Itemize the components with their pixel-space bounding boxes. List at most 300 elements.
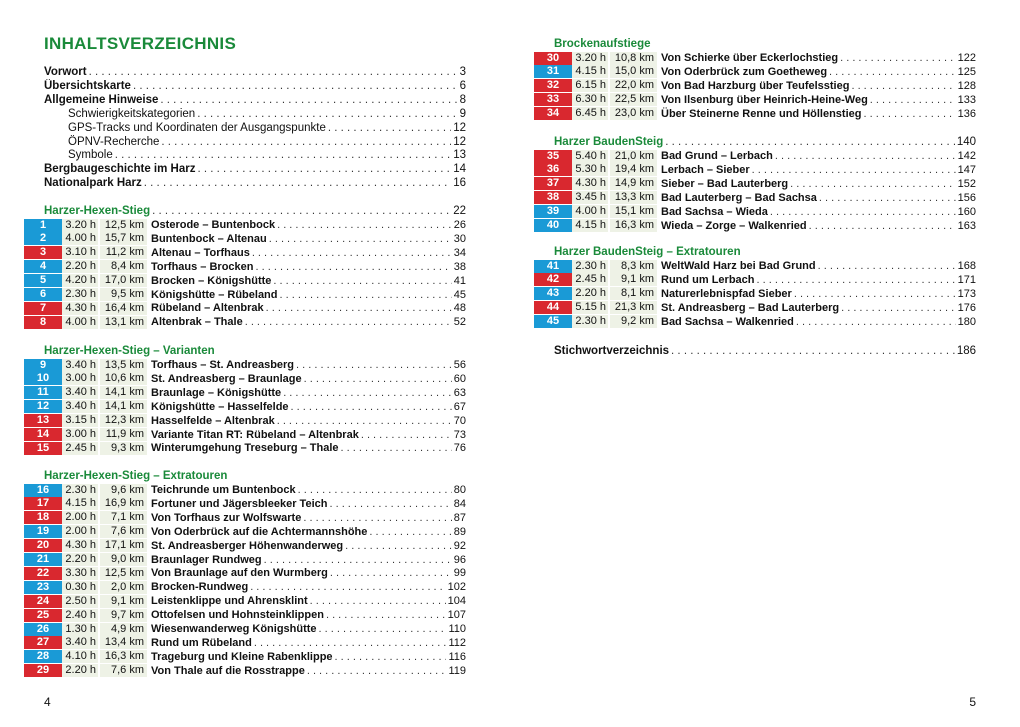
intro-row[interactable]	[44, 79, 466, 93]
tour-page: 70	[453, 414, 466, 427]
tour-distance: 13,1 km	[100, 316, 147, 329]
tour-page: 41	[453, 274, 466, 287]
section-page: 140	[956, 136, 976, 148]
leader-dots	[277, 219, 452, 231]
section-page: 22	[453, 205, 466, 217]
tour-name: Teichrunde um Buntenbock	[151, 484, 296, 496]
tour-page: 80	[453, 484, 466, 496]
tour-number: 43	[534, 287, 572, 300]
tour-distance: 10,6 km	[100, 372, 147, 385]
tour-page: 116	[448, 650, 466, 663]
leader-dots	[310, 595, 446, 607]
tour-name: Von Ilsenburg über Heinrich-Heine-Weg	[661, 93, 868, 106]
tour-duration: 6.15 h	[572, 79, 608, 92]
tour-number: 45	[534, 315, 572, 328]
tour-duration: 2.30 h	[572, 260, 608, 273]
tour-duration: 0.30 h	[62, 581, 98, 594]
tour-duration: 3.20 h	[572, 52, 608, 65]
tour-name: Brocken – Königshütte	[151, 274, 272, 287]
leader-dots	[796, 316, 956, 328]
tour-duration: 3.45 h	[572, 191, 608, 204]
tour-distance: 22,0 km	[610, 79, 657, 92]
tour-row[interactable]	[534, 287, 976, 301]
tour-row[interactable]	[24, 636, 466, 650]
tour-distance: 17,0 km	[100, 274, 147, 287]
tour-page: 63	[453, 386, 466, 399]
tour-page: 38	[453, 260, 466, 273]
tour-distance: 16,3 km	[100, 650, 147, 663]
leader-dots	[335, 651, 447, 663]
tour-name: Hasselfelde – Altenbrak	[151, 414, 275, 427]
tour-number: 27	[24, 636, 62, 649]
tour-distance: 13,3 km	[610, 191, 657, 204]
tour-row[interactable]	[24, 650, 466, 664]
tour-duration: 4.15 h	[572, 65, 608, 78]
tour-distance: 15,7 km	[100, 232, 147, 245]
tour-row[interactable]	[24, 483, 466, 497]
tour-number: 16	[24, 484, 62, 497]
tour-distance: 9,1 km	[100, 595, 147, 608]
tour-distance: 7,6 km	[100, 525, 147, 538]
tour-page: 67	[453, 400, 466, 413]
tour-name: Osterode – Buntenbock	[151, 219, 276, 231]
tour-page: 176	[957, 301, 976, 314]
intro-page: 12	[453, 135, 466, 148]
tour-distance: 9,1 km	[610, 273, 657, 286]
tour-distance: 9,6 km	[100, 484, 147, 497]
tour-page: 30	[453, 232, 466, 245]
tour-page: 104	[447, 595, 466, 608]
tour-number: 9	[24, 359, 62, 372]
section-title: Harzer-Hexen-Stieg – Extratouren	[44, 470, 228, 482]
tour-number: 24	[24, 595, 62, 608]
leader-dots	[161, 135, 451, 149]
tour-row[interactable]	[534, 65, 976, 79]
tour-distance: 14,1 km	[100, 386, 147, 399]
tour-name: Von Schierke über Eckerlochstieg	[661, 52, 839, 64]
tour-page: 133	[957, 93, 976, 106]
tour-distance: 10,8 km	[610, 52, 657, 65]
tour-name: Von Oderbrück auf die Achtermannshöhe	[151, 525, 368, 538]
tour-name: WeltWald Harz bei Bad Grund	[661, 260, 816, 272]
tour-row[interactable]	[534, 93, 976, 107]
tour-row[interactable]	[534, 315, 976, 329]
toc-title: INHALTSVERZEICHNIS	[44, 34, 237, 53]
tour-row[interactable]	[24, 246, 466, 260]
tour-duration: 2.30 h	[62, 484, 98, 497]
tour-duration: 3.40 h	[62, 636, 98, 649]
tour-row[interactable]	[534, 163, 976, 177]
tour-number: 37	[534, 177, 572, 190]
tour-name: Wieda – Zorge – Walkenried	[661, 219, 807, 232]
tour-name: Bad Sachsa – Walkenried	[661, 315, 794, 328]
leader-dots	[819, 192, 956, 204]
tour-page: 125	[957, 65, 976, 78]
tour-number: 7	[24, 302, 62, 315]
tour-number: 31	[534, 65, 572, 78]
tour-page: 34	[453, 246, 466, 259]
tour-name: St. Andreasberger Höhenwanderweg	[151, 539, 344, 552]
tour-row[interactable]	[534, 107, 976, 121]
page-number-left: 4	[44, 695, 51, 709]
intro-row[interactable]	[68, 107, 466, 121]
tour-page: 152	[957, 177, 976, 190]
intro-row[interactable]	[44, 176, 466, 190]
tour-duration: 2.20 h	[62, 664, 98, 677]
leader-dots	[291, 401, 452, 413]
tour-number: 23	[24, 581, 62, 594]
tour-duration: 2.20 h	[62, 553, 98, 566]
tour-row[interactable]	[24, 664, 466, 678]
tour-number: 8	[24, 316, 62, 329]
tour-row[interactable]	[24, 441, 466, 455]
tour-duration: 6.45 h	[572, 107, 608, 120]
leader-dots	[329, 498, 451, 510]
leader-dots	[863, 108, 955, 120]
tour-row[interactable]	[534, 191, 976, 205]
tour-number: 18	[24, 511, 62, 524]
tour-distance: 13,5 km	[100, 359, 147, 372]
tour-page: 171	[957, 273, 976, 286]
tour-page: 56	[453, 359, 466, 371]
tour-name: Buntenbock – Altenau	[151, 232, 267, 245]
intro-text: Allgemeine Hinweise	[44, 93, 159, 106]
leader-dots	[752, 164, 956, 176]
tour-row[interactable]	[24, 414, 466, 428]
leader-dots	[269, 233, 452, 245]
leader-dots	[809, 220, 956, 232]
tour-duration: 3.20 h	[62, 219, 98, 232]
intro-text: Übersichtskarte	[44, 79, 131, 92]
leader-dots	[341, 442, 452, 454]
tour-row[interactable]	[24, 622, 466, 636]
leader-dots	[326, 609, 446, 621]
leader-dots	[280, 289, 452, 301]
tour-distance: 16,3 km	[610, 219, 657, 232]
tour-row[interactable]	[24, 525, 466, 539]
tour-duration: 2.20 h	[572, 287, 608, 300]
tour-number: 13	[24, 414, 62, 427]
tour-row[interactable]	[534, 79, 976, 93]
tour-duration: 3.00 h	[62, 428, 98, 441]
tour-number: 30	[534, 52, 572, 65]
leader-dots	[671, 344, 955, 358]
intro-row[interactable]	[68, 121, 466, 135]
tour-row[interactable]	[24, 511, 466, 525]
tour-row[interactable]	[534, 259, 976, 273]
tour-number: 3	[24, 246, 62, 259]
section-title: Harzer-Hexen-Stieg	[44, 205, 151, 217]
tour-page: 180	[957, 315, 976, 328]
intro-page: 8	[459, 93, 466, 106]
tour-row[interactable]	[24, 428, 466, 442]
tour-row[interactable]	[24, 288, 466, 302]
tour-row[interactable]	[534, 301, 976, 315]
intro-page: 16	[453, 177, 466, 190]
leader-dots	[775, 150, 956, 162]
tour-row[interactable]	[24, 232, 466, 246]
tour-distance: 17,1 km	[100, 539, 147, 552]
tour-distance: 22,5 km	[610, 93, 657, 106]
tour-row[interactable]	[24, 358, 466, 372]
tour-distance: 16,4 km	[100, 302, 147, 315]
tour-name: Über Steinerne Renne und Höllenstieg	[661, 107, 862, 120]
tour-name: Bad Lauterberg – Bad Sachsa	[661, 191, 817, 204]
leader-dots	[303, 512, 451, 524]
tour-duration: 4.20 h	[62, 274, 98, 287]
leader-dots	[361, 429, 452, 441]
tour-number: 6	[24, 288, 62, 301]
tour-distance: 12,5 km	[100, 567, 147, 580]
tour-name: Von Bad Harzburg über Teufelsstieg	[661, 79, 850, 92]
tour-duration: 3.40 h	[62, 359, 98, 372]
tour-duration: 5.15 h	[572, 301, 608, 314]
tour-distance: 9,5 km	[100, 288, 147, 301]
tour-name: Rübeland – Altenbrak	[151, 302, 264, 315]
intro-text: Nationalpark Harz	[44, 177, 142, 190]
tour-page: 173	[957, 287, 976, 300]
tour-duration: 4.00 h	[62, 232, 98, 245]
index-text: Stichwortverzeichnis	[554, 345, 670, 357]
tour-duration: 3.15 h	[62, 414, 98, 427]
leader-dots	[273, 275, 451, 287]
tour-row[interactable]	[24, 315, 466, 329]
tour-distance: 7,6 km	[100, 664, 147, 677]
tour-row[interactable]	[534, 205, 976, 219]
leader-dots	[144, 176, 451, 190]
tour-distance: 21,3 km	[610, 301, 657, 314]
intro-page: 9	[459, 107, 466, 120]
tour-distance: 8,1 km	[610, 287, 657, 300]
tour-page: 142	[957, 150, 976, 162]
tour-row[interactable]	[24, 594, 466, 608]
tour-row[interactable]	[24, 260, 466, 274]
intro-text: Symbole	[68, 149, 113, 162]
tour-duration: 4.00 h	[62, 316, 98, 329]
tour-page: 112	[448, 636, 466, 649]
leader-dots	[133, 79, 458, 93]
leader-dots	[330, 567, 452, 579]
tour-duration: 3.40 h	[62, 386, 98, 399]
tour-distance: 9,3 km	[100, 442, 147, 455]
tour-row[interactable]	[24, 218, 466, 232]
tour-name: Naturerlebnispfad Sieber	[661, 287, 792, 300]
tour-duration: 4.30 h	[572, 177, 608, 190]
tour-name: Variante Titan RT: Rübeland – Altenbrak	[151, 428, 359, 441]
tour-number: 15	[24, 442, 62, 455]
tour-number: 5	[24, 274, 62, 287]
tour-number: 40	[534, 219, 572, 232]
tour-distance: 9,2 km	[610, 315, 657, 328]
leader-dots	[851, 80, 955, 92]
tour-duration: 4.15 h	[572, 219, 608, 232]
intro-text: Bergbaugeschichte im Harz	[44, 163, 196, 176]
tour-name: Altenbrak – Thale	[151, 316, 243, 329]
tour-page: 60	[453, 372, 466, 385]
tour-number: 38	[534, 191, 572, 204]
tour-row[interactable]	[534, 149, 976, 163]
tour-row[interactable]	[24, 274, 466, 288]
leader-dots	[841, 302, 956, 314]
tour-duration: 6.30 h	[572, 93, 608, 106]
tour-distance: 12,3 km	[100, 414, 147, 427]
tour-number: 14	[24, 428, 62, 441]
tour-number: 33	[534, 93, 572, 106]
index-row[interactable]	[554, 344, 976, 358]
tour-name: Fortuner und Jägersbleeker Teich	[151, 497, 328, 510]
right-page	[510, 0, 1020, 727]
tour-row[interactable]	[24, 553, 466, 567]
leader-dots	[296, 359, 452, 371]
tour-duration: 2.45 h	[572, 273, 608, 286]
tour-name: Bad Grund – Lerbach	[661, 150, 773, 162]
tour-number: 22	[24, 567, 62, 580]
tour-row[interactable]	[534, 177, 976, 191]
leader-dots	[870, 94, 956, 106]
tour-page: 102	[447, 581, 466, 594]
tour-duration: 2.30 h	[572, 315, 608, 328]
intro-row[interactable]	[44, 162, 466, 176]
leader-dots	[345, 540, 452, 552]
tour-duration: 2.50 h	[62, 595, 98, 608]
tour-name: Braunlage – Königshütte	[151, 386, 282, 399]
leader-dots	[254, 637, 447, 649]
tour-duration: 4.00 h	[572, 205, 608, 218]
tour-row[interactable]	[24, 566, 466, 580]
tour-number: 12	[24, 400, 62, 413]
tour-row[interactable]	[24, 539, 466, 553]
tour-row[interactable]	[24, 372, 466, 386]
tour-name: Rund um Rübeland	[151, 636, 252, 649]
tour-page: 73	[453, 428, 466, 441]
leader-dots	[245, 316, 452, 328]
tour-page: 128	[957, 79, 976, 92]
leader-dots	[369, 526, 451, 538]
tour-number: 28	[24, 650, 62, 663]
tour-page: 119	[448, 664, 466, 677]
tour-page: 87	[453, 511, 466, 524]
tour-name: Torfhaus – St. Andreasberg	[151, 359, 295, 371]
tour-duration: 4.30 h	[62, 539, 98, 552]
tour-distance: 11,2 km	[100, 246, 147, 259]
tour-name: Bad Sachsa – Wieda	[661, 205, 768, 218]
tour-page: 99	[453, 567, 466, 580]
leader-dots	[790, 178, 955, 190]
tour-number: 44	[534, 301, 572, 314]
tour-number: 26	[24, 623, 62, 636]
tour-page: 45	[453, 288, 466, 301]
tour-row[interactable]	[24, 400, 466, 414]
tour-name: Lerbach – Sieber	[661, 163, 750, 176]
tour-distance: 9,7 km	[100, 609, 147, 622]
leader-dots	[264, 554, 452, 566]
leader-dots	[152, 204, 451, 218]
tour-number: 42	[534, 273, 572, 286]
tour-row[interactable]	[24, 301, 466, 315]
tour-distance: 15,0 km	[610, 65, 657, 78]
leader-dots	[250, 581, 445, 593]
tour-name: Sieber – Bad Lauterberg	[661, 177, 789, 190]
tour-name: Von Thale auf die Rosstrappe	[151, 664, 305, 677]
tour-number: 29	[24, 664, 62, 677]
intro-row[interactable]	[68, 135, 466, 149]
tour-page: 107	[447, 609, 466, 622]
leader-dots	[328, 121, 451, 135]
tour-distance: 4,9 km	[100, 623, 147, 636]
page-number-right: 5	[969, 695, 976, 709]
tour-row[interactable]	[24, 497, 466, 511]
intro-page: 6	[459, 79, 466, 92]
tour-distance: 8,3 km	[610, 260, 657, 273]
intro-row[interactable]	[68, 148, 466, 162]
tour-number: 10	[24, 372, 62, 385]
tour-row[interactable]	[534, 219, 976, 233]
tour-row[interactable]	[24, 608, 466, 622]
tour-name: Trageburg und Kleine Rabenklippe	[151, 650, 333, 663]
tour-duration: 1.30 h	[62, 623, 98, 636]
tour-duration: 3.30 h	[62, 567, 98, 580]
section-heading[interactable]	[554, 135, 976, 149]
tour-name: St. Andreasberg – Bad Lauterberg	[661, 301, 840, 314]
tour-row[interactable]	[24, 386, 466, 400]
tour-duration: 2.45 h	[62, 442, 98, 455]
tour-number: 36	[534, 163, 572, 176]
tour-distance: 19,4 km	[610, 163, 657, 176]
tour-duration: 2.00 h	[62, 525, 98, 538]
tour-name: Von Oderbrück zum Goetheweg	[661, 65, 828, 78]
tour-page: 156	[957, 191, 976, 204]
tour-duration: 4.15 h	[62, 497, 98, 510]
intro-text: Vorwort	[44, 66, 87, 78]
leader-dots	[298, 484, 452, 496]
tour-page: 76	[453, 442, 466, 455]
tour-name: Von Braunlage auf den Wurmberg	[151, 567, 328, 580]
intro-text: GPS-Tracks und Koordinaten der Ausgangspunkte	[68, 121, 326, 134]
intro-page: 3	[459, 66, 466, 78]
tour-distance: 8,4 km	[100, 260, 147, 273]
section-title: Harzer BaudenSteig – Extratouren	[554, 246, 741, 258]
tour-name: Torfhaus – Brocken	[151, 260, 254, 273]
tour-row[interactable]	[534, 51, 976, 65]
tour-name: Leistenklippe und Ahrensklint	[151, 595, 308, 608]
section-title: Brockenaufstiege	[554, 38, 651, 50]
intro-row[interactable]	[44, 65, 466, 79]
section-heading[interactable]	[44, 204, 466, 218]
leader-dots	[115, 148, 451, 162]
leader-dots	[256, 261, 452, 273]
tour-distance: 14,1 km	[100, 400, 147, 413]
tour-name: Rund um Lerbach	[661, 273, 755, 286]
leader-dots	[277, 415, 452, 427]
tour-row[interactable]	[24, 580, 466, 594]
tour-number: 39	[534, 205, 572, 218]
intro-text: ÖPNV-Recherche	[68, 135, 160, 148]
intro-row[interactable]	[44, 93, 466, 107]
tour-page: 92	[453, 539, 466, 552]
tour-duration: 3.10 h	[62, 246, 98, 259]
tour-page: 168	[957, 260, 976, 272]
tour-distance: 2,0 km	[100, 581, 147, 594]
tour-distance: 21,0 km	[610, 150, 657, 163]
leader-dots	[840, 52, 956, 64]
tour-row[interactable]	[534, 273, 976, 287]
leader-dots	[197, 162, 451, 176]
tour-duration: 3.00 h	[62, 372, 98, 385]
leader-dots	[757, 274, 956, 286]
tour-name: Königshütte – Hasselfelde	[151, 400, 289, 413]
leader-dots	[307, 665, 447, 677]
tour-number: 19	[24, 525, 62, 538]
